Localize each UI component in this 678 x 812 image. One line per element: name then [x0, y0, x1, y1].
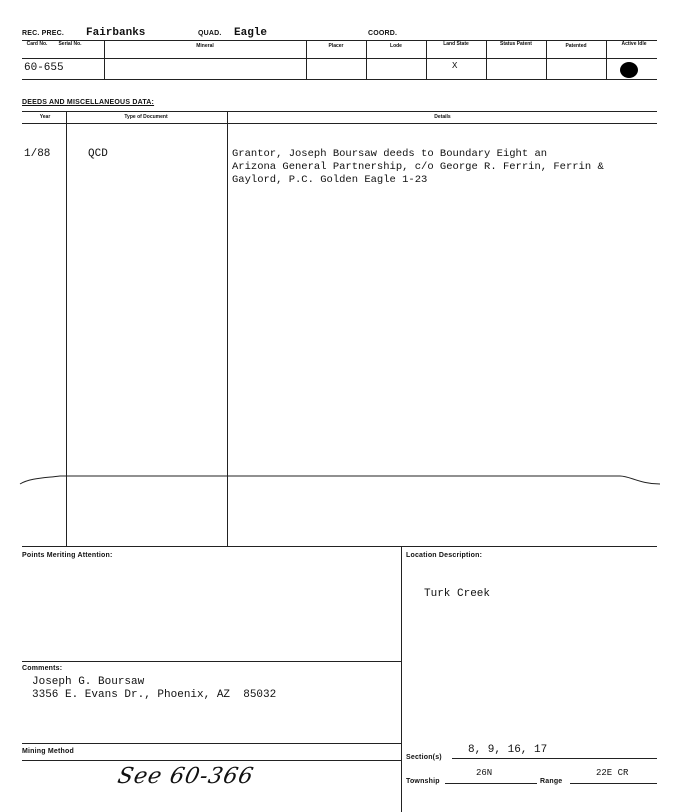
coord-label: COORD. — [368, 30, 398, 37]
hdr-divider-4 — [426, 40, 427, 80]
sections-label: Section(s) — [406, 754, 442, 761]
location-value: Turk Creek — [424, 588, 491, 600]
header-mid-line — [22, 58, 657, 59]
col-serial-no: Serial No. — [58, 41, 82, 47]
card-no-value: 60-655 — [24, 62, 64, 74]
col-patented: Patented — [565, 43, 587, 49]
quad-label: QUAD. — [198, 30, 222, 37]
active-idle-blot — [620, 62, 638, 78]
deeds-header-line — [22, 123, 657, 124]
sections-underline — [452, 758, 657, 759]
mining-mid-line — [22, 760, 401, 761]
bottom-divider — [401, 546, 402, 812]
township-underline — [445, 783, 537, 784]
rec-prec-value: Fairbanks — [86, 27, 146, 39]
sections-value: 8, 9, 16, 17 — [468, 744, 548, 756]
comments-top-line — [22, 661, 401, 662]
col-active-idle: Active Idle — [621, 41, 647, 47]
range-underline — [570, 783, 657, 784]
rec-prec-label: REC. PREC. — [22, 30, 65, 37]
mining-top-line — [22, 743, 401, 744]
col-land-state: Land State — [443, 41, 469, 47]
range-label: Range — [540, 778, 563, 785]
deed-type: QCD — [88, 148, 108, 160]
hdr-divider-3 — [366, 40, 367, 80]
mining-handwritten-note: See 60-366 — [115, 764, 257, 789]
mining-label: Mining Method — [22, 748, 74, 755]
hdr-divider-7 — [606, 40, 607, 80]
comments-line-2: 3356 E. Evans Dr., Phoenix, AZ 85032 — [32, 689, 277, 701]
hdr-divider-1 — [104, 40, 105, 80]
deeds-bottom-line — [22, 546, 657, 547]
comments-line-1: Joseph G. Boursaw — [32, 676, 145, 688]
col-type-of-document: Type of Document — [124, 114, 168, 120]
col-status-patent: Status Patent — [500, 41, 532, 47]
deeds-top-line — [22, 111, 657, 112]
header-underline — [22, 40, 657, 41]
comments-label: Comments: — [22, 665, 63, 672]
deeds-section-title: DEEDS AND MISCELLANEOUS DATA: — [22, 99, 155, 106]
hdr-divider-5 — [486, 40, 487, 80]
points-label: Points Meriting Attention: — [22, 552, 113, 559]
hdr-divider-2 — [306, 40, 307, 80]
header-bottom-line — [22, 79, 657, 80]
col-mineral: Mineral — [196, 43, 214, 49]
hdr-divider-6 — [546, 40, 547, 80]
col-lode: Lode — [390, 43, 402, 49]
quad-value: Eagle — [234, 27, 268, 39]
range-value: 22E CR — [596, 768, 629, 778]
col-details: Details — [434, 114, 451, 120]
fold-line — [0, 470, 678, 494]
township-value: 26N — [476, 768, 493, 778]
deed-year: 1/88 — [24, 148, 51, 160]
col-year: Year — [39, 114, 51, 120]
deed-details: Grantor, Joseph Boursaw deeds to Boundary Eight an Arizona General Partnership, c/o George R. Ferrin, Ferrin & Gaylord, P.C. Golden Eagle 1-23 — [232, 148, 604, 186]
col-placer: Placer — [328, 43, 344, 49]
col-card-no: Card No. — [26, 41, 48, 47]
land-state-mark: X — [452, 61, 458, 71]
township-label: Township — [406, 778, 440, 785]
location-label: Location Description: — [406, 552, 483, 559]
